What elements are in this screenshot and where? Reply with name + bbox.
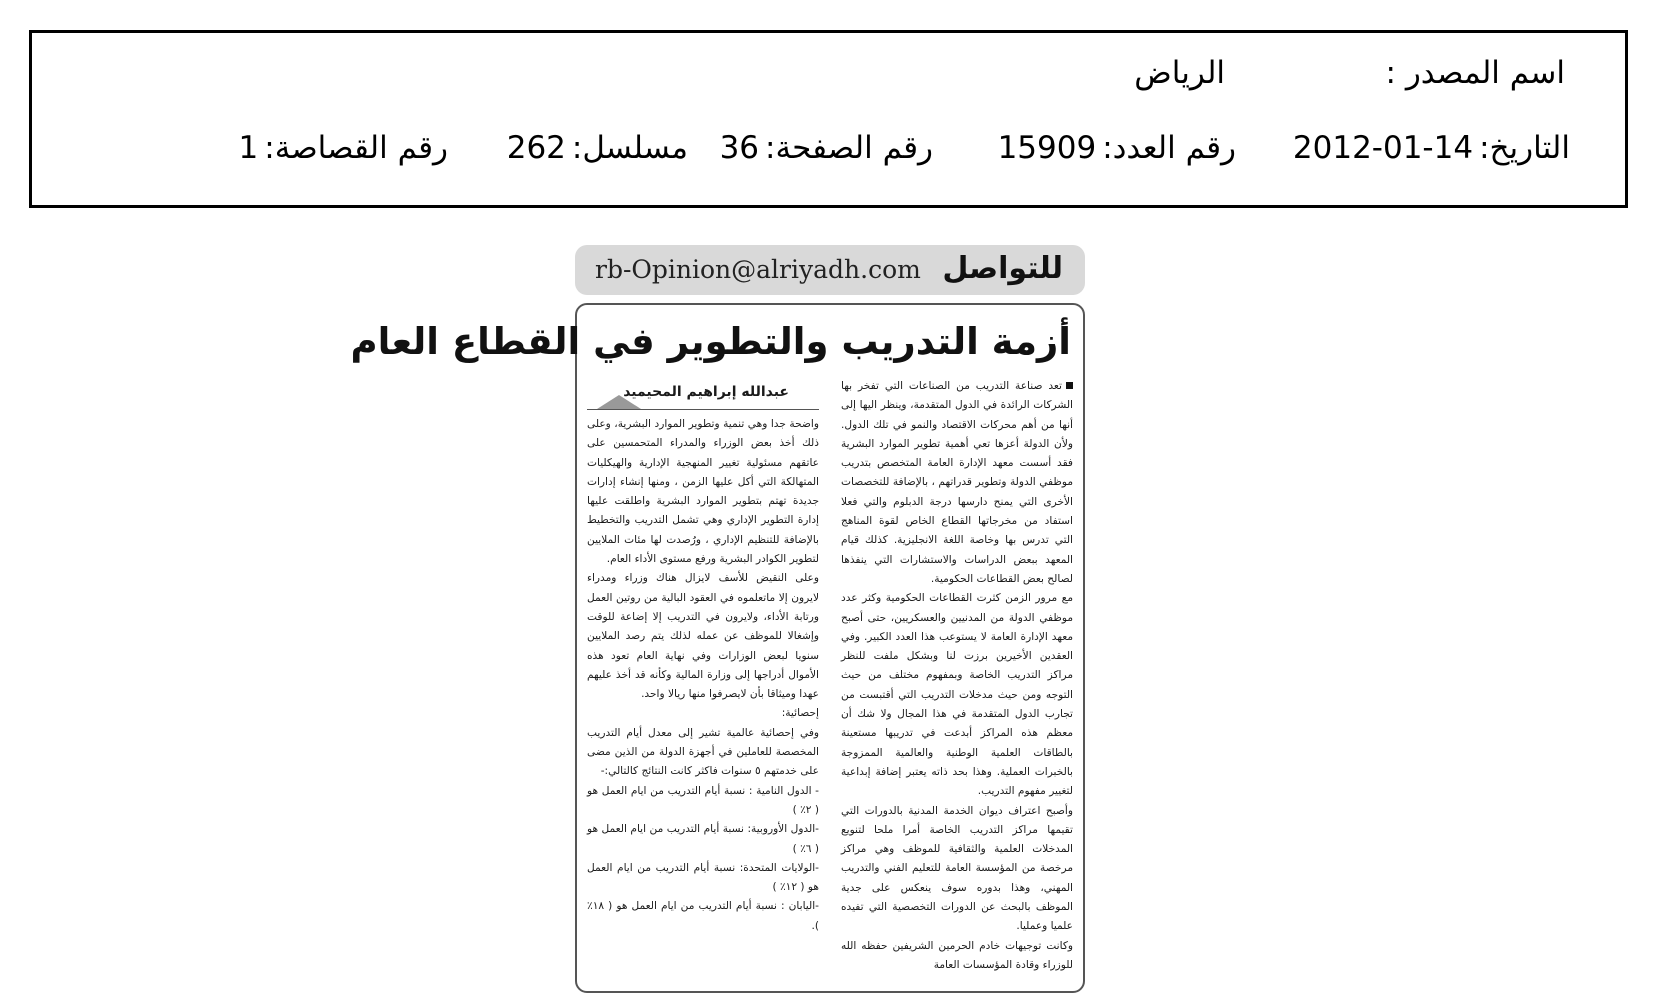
page-value: 36	[719, 130, 760, 166]
article-column-right	[841, 377, 1073, 975]
contact-word: للتواصل	[942, 251, 1063, 286]
source-label: اسم المصدر :	[1385, 55, 1565, 91]
clip-value: 1	[238, 130, 259, 166]
stat-item: -الولايات المتحدة: نسبة أيام التدريب من ايام العمل هو ( ١٢٪ )	[587, 861, 819, 894]
byline-triangle-icon	[597, 395, 641, 409]
paragraph: وعلى النقيض للأسف لايزال هناك وزراء ومدراء لايرون إلا ماتعلموه في العقود البالية من روتين العمل ورتابة الأداء، ولايرون في التدريب إلا إضاعة للوقت وإشغالا للموظف عن عمله لذلك يتم رصد الملايين سنويا لبعض الوزارات وفي نهاية العام تعود هذه الأموال أدراجها إلى وزارة المالية وكأنه قد أخذ عليهم عهدا وميثاقا بأن لايصرفوا منها ريالا واحد.	[587, 572, 819, 701]
paragraph: وفي إحصائية عالمية تشير إلى معدل أيام التدريب المخصصة للعاملين في أجهزة الدولة من الذين مضى على خدمتهم ٥ سنوات فاكثر كانت النتائج كالتالي:-	[587, 726, 819, 778]
paragraph: وأصبح اعتراف ديوان الخدمة المدنية بالدورات التي تقيمها مراكز التدريب الخاصة أمرا ملحا لتنويع المدخلات العلمية والثقافية للموظف وهي مراكز مرخصة من المؤسسة العامة للتعليم الفني والتدريب المهني، وهذا بدوره سوف ينعكس على جدية الموظف بالبحث عن الدورات التخصصية التي تفيده علميا وعمليا.	[841, 804, 1073, 933]
source-row	[1085, 55, 1565, 99]
serial-value: 262	[506, 130, 566, 166]
stat-item: -اليابان : نسبة أيام التدريب من ايام العمل هو ( ١٨٪ ).	[587, 900, 819, 932]
stat-item: - الدول النامية : نسبة أيام التدريب من ايام العمل هو ( ٢٪ )	[587, 784, 819, 816]
subheading: إحصائية:	[781, 707, 819, 720]
article-column-left	[587, 377, 819, 936]
issue-label: رقم العدد:	[1102, 130, 1236, 166]
clip-field	[239, 130, 448, 166]
meta-row	[170, 130, 1570, 174]
bullet-square-icon	[1066, 382, 1073, 389]
serial-label: مسلسل:	[571, 130, 688, 166]
paragraph: مع مرور الزمن كثرت القطاعات الحكومية وكثر عدد موظفي الدولة من المدنيين والعسكريين، حتى أصبح معهد الإدارة العامة لا يستوعب هذا العدد الكبير. وفي العقدين الأخيرين برزت لنا وبشكل ملفت للنظر مراكز التدريب الخاصة وبمفهوم مختلف من حيث التوجه ومن حيث مدخلات التدريب التي أقتبست من تجارب الدول المتقدمة في هذا المجال ولا شك أن معظم هذه المراكز أبدعت في تدريبها مستعينة بالطاقات العلمية الوطنية والعالمية الممزوجة بالخبرات العملية. وهذا بحد ذاته يعتبر إضافة إبداعية لتغيير مفهوم التدريب.	[841, 592, 1073, 798]
contact-bar	[575, 245, 1085, 295]
stat-item: -الدول الأوروبية: نسبة أيام التدريب من ايام العمل هو ( ٦٪ )	[587, 823, 819, 855]
paragraph: تعد صناعة التدريب من الصناعات التي تفخر بها الشركات الرائدة في الدول المتقدمة، وينظر اليها إلى أنها من أهم محركات الاقتصاد والنمو في تلك الدول. ولأن الدولة أعزها تعي أهمية تطوير الموارد البشرية فقد أسست معهد الإدارة العامة المتخصص بتدريب موظفي الدولة وتطوير قدراتهم ، بالإضافة للتخصصات الأخرى التي يمنح دارسها درجة الدبلوم والتي فعلا استفاد من مخرجاتها القطاع الخاص لقوة المناهج التي تدرس بها وخاصة اللغة الانجليزية. كذلك قيام المعهد ببعض الدراسات والاستشارات التي ينفذها لصالح بعض القطاعات الحكومية.	[841, 380, 1073, 585]
page-label: رقم الصفحة:	[765, 130, 933, 166]
date-label: التاريخ:	[1479, 130, 1570, 166]
article-headline: أزمة التدريب والتطوير في القطاع العام	[350, 320, 1071, 363]
contact-email: rb-Opinion@alriyadh.com	[595, 255, 921, 284]
newspaper-clipping	[350, 245, 1087, 995]
byline	[587, 377, 819, 410]
source-value: الرياض	[1134, 55, 1225, 91]
issue-value: 15909	[997, 130, 1097, 166]
serial-field	[507, 130, 688, 166]
page-field	[720, 130, 933, 166]
date-field	[1293, 130, 1570, 166]
issue-field	[998, 130, 1236, 166]
clipping-metadata-box	[29, 30, 1628, 208]
date-value: 2012-01-14	[1292, 130, 1474, 166]
paragraph: وكانت توجيهات خادم الحرمين الشريفين حفظه الله للوزراء وقادة المؤسسات العامة	[841, 939, 1073, 971]
paragraph: واضحة جدا وهي تنمية وتطوير الموارد البشرية، وعلى ذلك أخذ بعض الوزراء والمدراء المتحمسين على عاتقهم مسئولية تغيير المنهجية الإدارية والهيكليات المتهالكة التي أكل عليها الزمن ، ومنها إنشاء إدارات جديدة تهتم بتطوير الموارد البشرية واطلقت عليها إدارة التطوير الإداري وهي تشمل التدريب والتخطيط بالإضافة للتنظيم الإداري ، ورُصدت لها مئات الملايين لتطوير الكوادر البشرية ورفع مستوى الأداء العام.	[587, 418, 819, 566]
author-name: عبدالله إبراهيم المحيميد	[623, 384, 789, 400]
article	[350, 303, 1085, 993]
clip-label: رقم القصاصة:	[264, 130, 448, 166]
